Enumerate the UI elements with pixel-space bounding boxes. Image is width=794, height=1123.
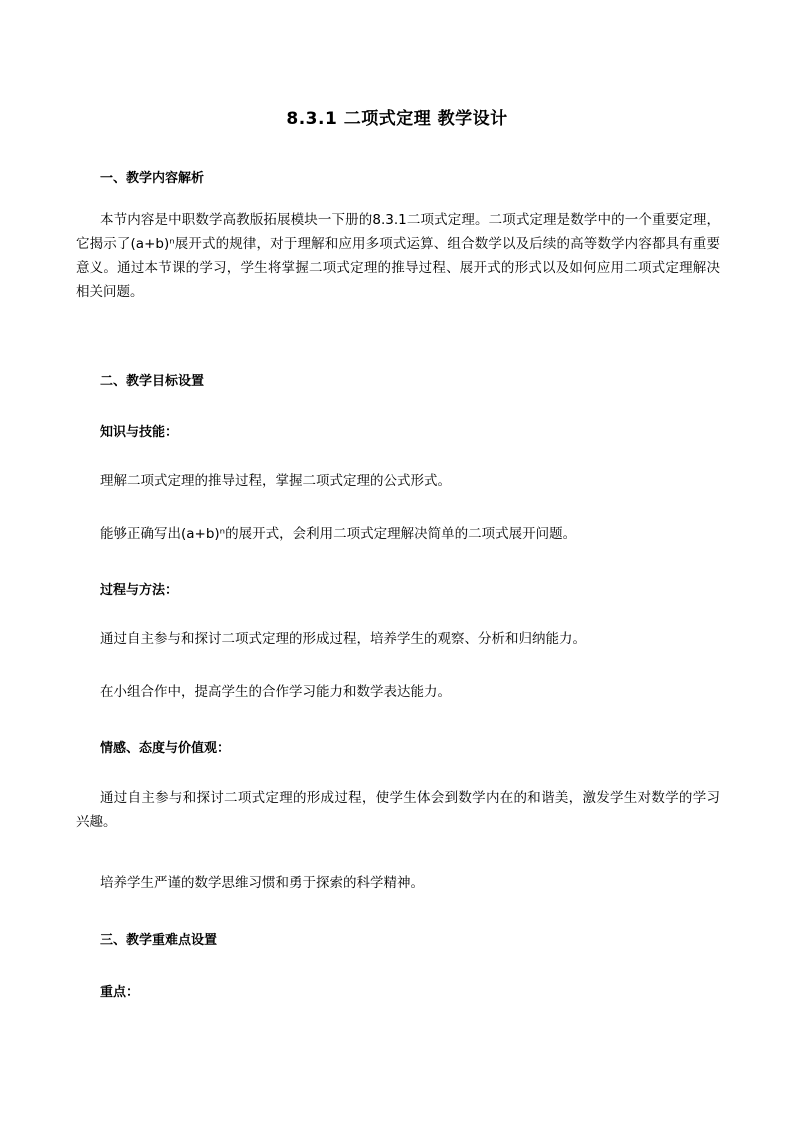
key-points-label: 重点： xyxy=(100,985,140,1000)
section-heading-content-analysis: 一、教学内容解析 xyxy=(100,171,205,186)
goal-label-knowledge-skills: 知识与技能： xyxy=(100,425,179,440)
goal-item-emotion-1: 通过自主参与和探讨二项式定理的形成过程，使学生体会到数学内在的和谐美，激发学生对数学的学习兴趣。 xyxy=(76,790,720,830)
goal-item-knowledge-1: 理解二项式定理的推导过程，掌握二项式定理的公式形式。 xyxy=(100,473,451,489)
content-analysis-paragraph: 本节内容是中职数学高教版拓展模块一下册的8.3.1二项式定理。二项式定理是数学中的一个重要定理，它揭示了(a+b)ⁿ展开式的规律，对于理解和应用多项式运算、组合数学以及后续的高等数学内容都具有重要意义。通过本节课的学习，学生将掌握二项式定理的推导过程、展开式的形式以及如何应用二项式定理解决相关问题。 xyxy=(76,212,720,300)
page-title: 8.3.1 二项式定理 教学设计 xyxy=(286,109,508,129)
section-heading-teaching-goals: 二、教学目标设置 xyxy=(100,374,205,389)
goal-item-process-1: 通过自主参与和探讨二项式定理的形成过程，培养学生的观察、分析和归纳能力。 xyxy=(100,631,586,647)
goal-label-emotion-values: 情感、态度与价值观： xyxy=(100,741,231,756)
goal-item-emotion-2: 培养学生严谨的数学思维习惯和勇于探索的科学精神。 xyxy=(100,875,424,891)
goal-item-knowledge-2: 能够正确写出(a+b)ⁿ的展开式，会利用二项式定理解决简单的二项式展开问题。 xyxy=(100,526,577,542)
goal-label-process-method: 过程与方法： xyxy=(100,583,179,598)
goal-item-process-2: 在小组合作中，提高学生的合作学习能力和数学表达能力。 xyxy=(100,684,451,700)
section-heading-key-difficult-points: 三、教学重难点设置 xyxy=(100,933,218,948)
